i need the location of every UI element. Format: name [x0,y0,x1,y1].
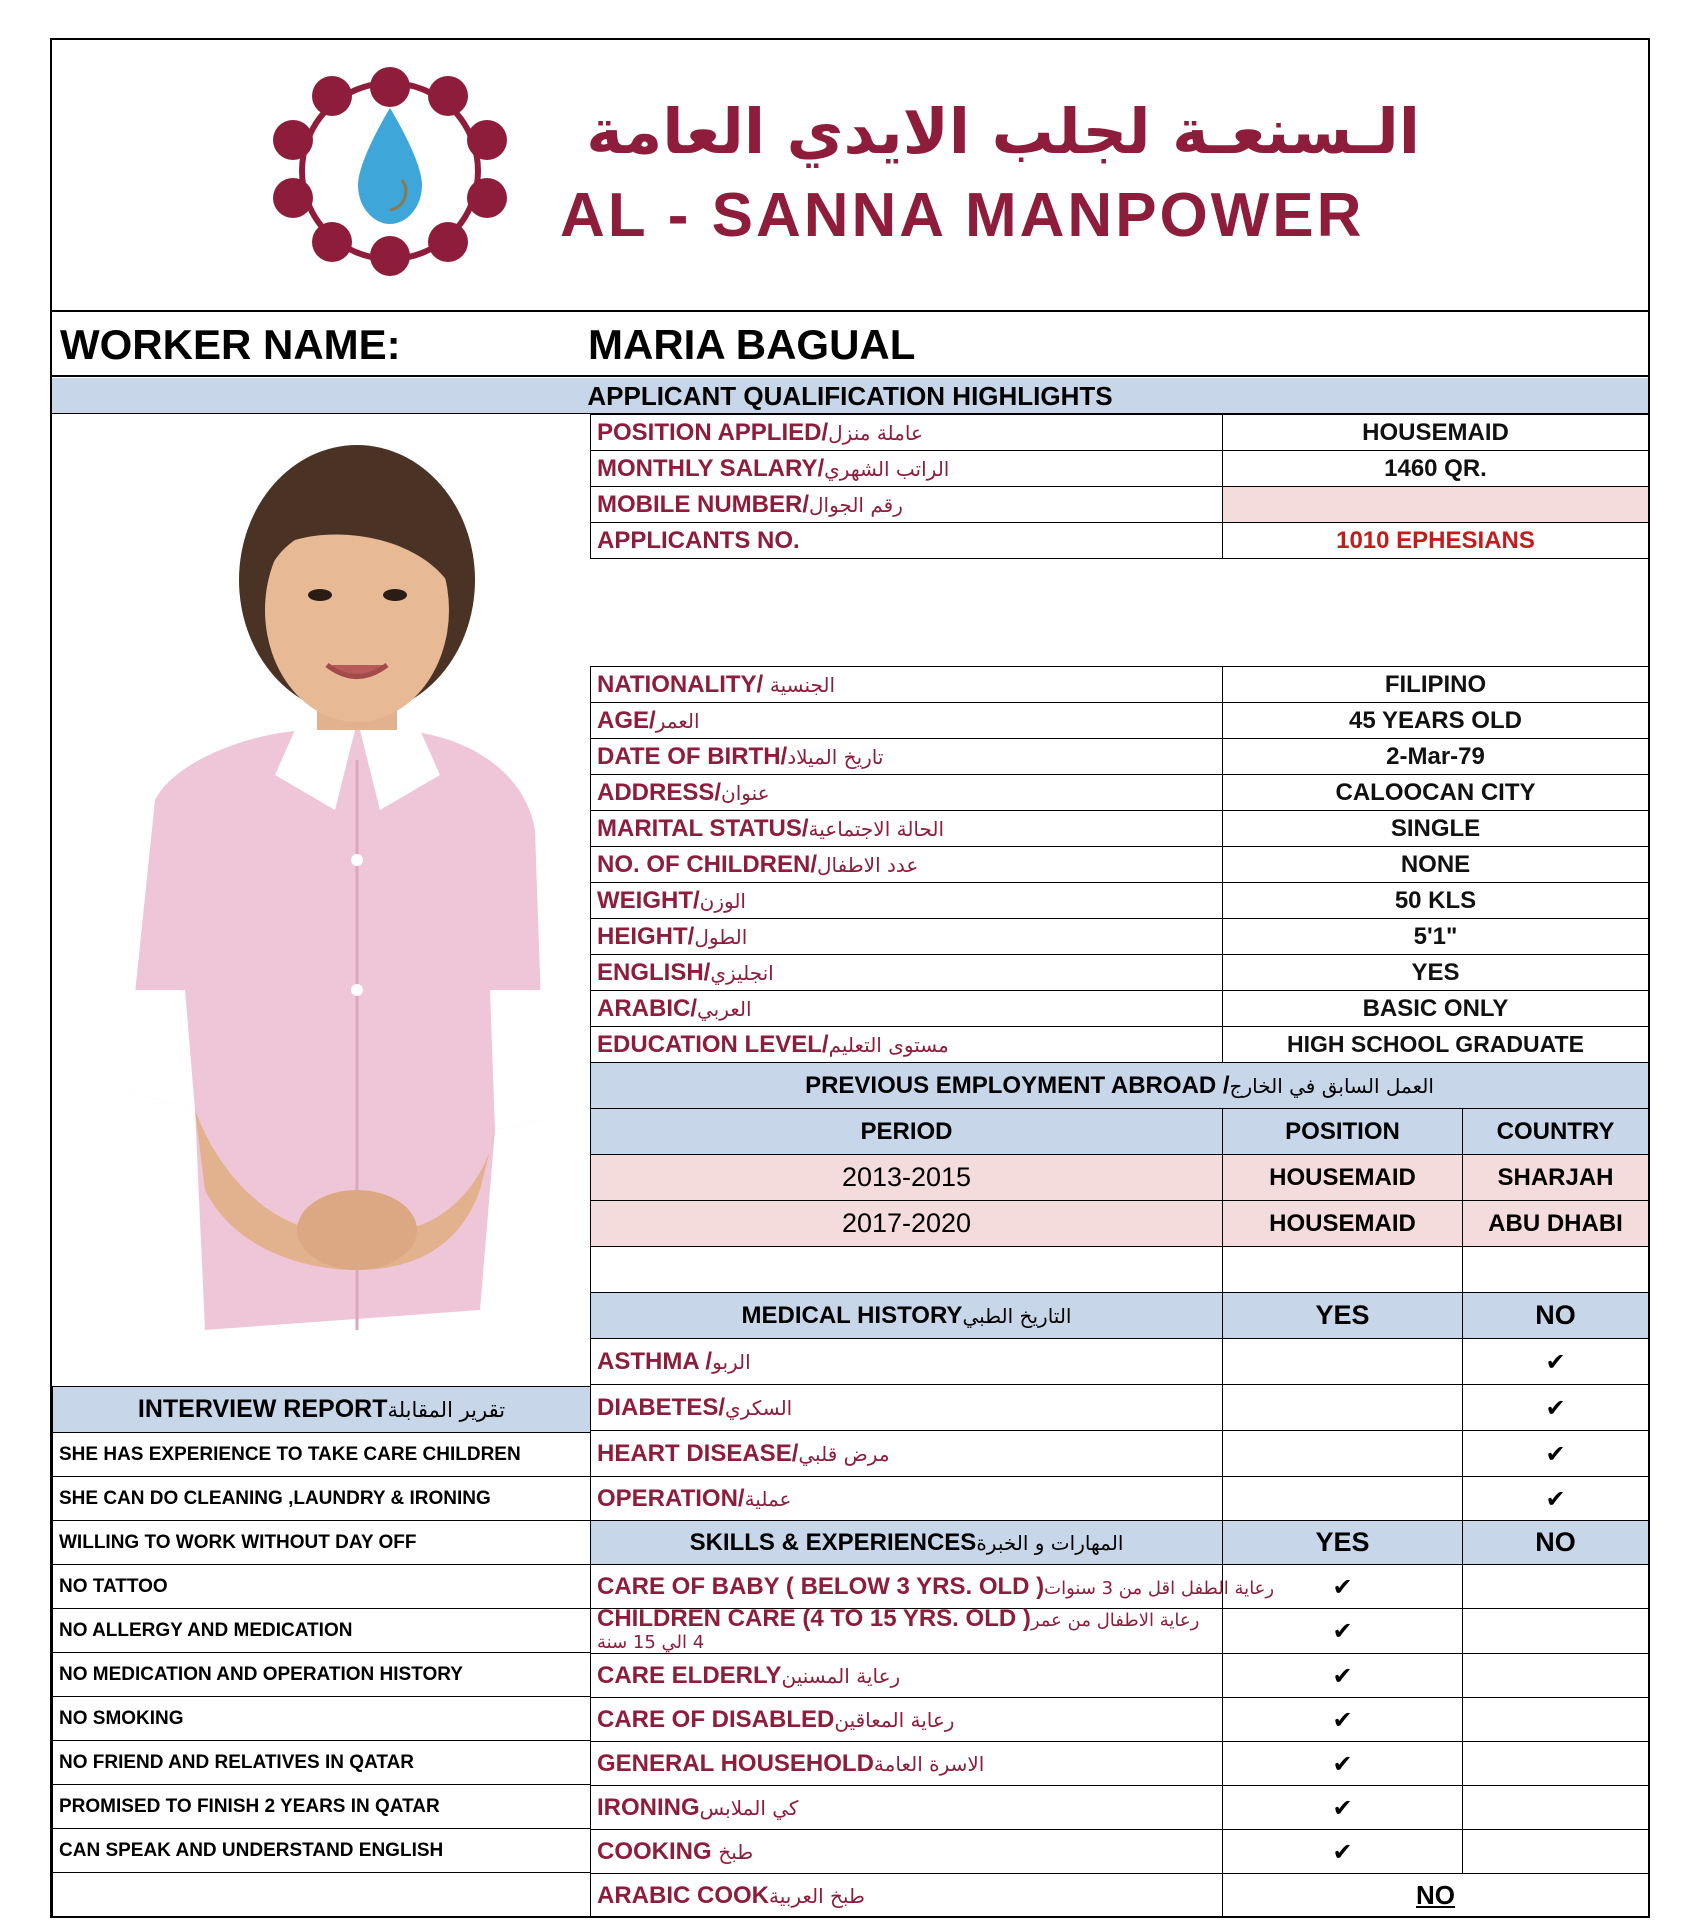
table-row [591,1431,1649,1477]
table-row [591,847,1649,883]
interview-item: NO ALLERGY AND MEDICATION [53,1609,591,1653]
skill-no [1463,1786,1649,1830]
operation-label: OPERATION/عملية [591,1477,1223,1521]
table-row [591,739,1649,775]
medical-header-row [591,1293,1649,1339]
list-item [53,1433,591,1477]
interview-item: PROMISED TO FINISH 2 YEARS IN QATAR [53,1785,591,1829]
list-item [53,1741,591,1785]
skill-label: GENERAL HOUSEHOLDالاسرة العامة [591,1742,1223,1786]
table-row [591,1201,1649,1247]
asthma-label: ASTHMA /الربو [591,1339,1223,1385]
date-of-birth-value: 2-Mar-79 [1223,739,1649,775]
skills-header-row [591,1521,1649,1565]
period-header: PERIOD [591,1109,1223,1155]
interview-item: NO MEDICATION AND OPERATION HISTORY [53,1653,591,1697]
check-icon: ✔ [1223,1742,1463,1786]
arabic-label: ARABIC/العربي [591,991,1223,1027]
table-row [591,1742,1649,1786]
table-row [591,703,1649,739]
medical-yes-header: YES [1223,1293,1463,1339]
education-label: EDUCATION LEVEL/مستوى التعليم [591,1027,1223,1063]
interview-item: NO SMOKING [53,1697,591,1741]
empty-cell [1463,1247,1649,1293]
skill-no [1463,1698,1649,1742]
marital-status-label: MARITAL STATUS/الحالة الاجتماعية [591,811,1223,847]
nationality-label: NATIONALITY/ الجنسية [591,667,1223,703]
height-label: HEIGHT/الطول [591,919,1223,955]
table-row [591,523,1649,559]
table-row [591,1609,1649,1654]
interview-item: SHE HAS EXPERIENCE TO TAKE CARE CHILDREN [53,1433,591,1477]
employment-position: HOUSEMAID [1223,1155,1463,1201]
interview-title: INTERVIEW REPORTتقرير المقابلة [53,1387,591,1433]
employment-period: 2017-2020 [591,1201,1223,1247]
employment-country: ABU DHABI [1463,1201,1649,1247]
employment-title-row [591,1063,1649,1109]
worker-name-value: MARIA BAGUAL [588,321,916,368]
height-value: 5'1" [1223,919,1649,955]
mobile-number-value [1223,487,1649,523]
personal-fields-table [590,666,1649,1063]
check-icon: ✔ [1463,1431,1649,1477]
table-row [591,415,1649,451]
education-value: HIGH SCHOOL GRADUATE [1223,1027,1649,1063]
list-item [53,1829,591,1873]
table-row [591,667,1649,703]
employment-period: 2013-2015 [591,1155,1223,1201]
table-row [591,1477,1649,1521]
weight-value: 50 KLS [1223,883,1649,919]
list-item [53,1785,591,1829]
check-icon: ✔ [1223,1565,1463,1609]
table-row [591,1247,1649,1293]
check-icon: ✔ [1463,1339,1649,1385]
table-row [591,1339,1649,1385]
table-row [591,775,1649,811]
applicant-photo [95,430,555,1355]
table-row [591,1027,1649,1063]
table-row [591,1698,1649,1742]
address-value: CALOOCAN CITY [1223,775,1649,811]
english-value: YES [1223,955,1649,991]
list-item [53,1521,591,1565]
operation-yes [1223,1477,1463,1521]
country-header: COUNTRY [1463,1109,1649,1155]
table-row [591,883,1649,919]
skill-no [1463,1654,1649,1698]
interview-item: SHE CAN DO CLEANING ,LAUNDRY & IRONING [53,1477,591,1521]
position-header: POSITION [1223,1109,1463,1155]
skill-label: CARE OF BABY ( BELOW 3 YRS. OLD )رعاية الطفل اقل من 3 سنوات [591,1565,1223,1609]
empty-cell [1223,1247,1463,1293]
empty-cell [53,1873,591,1917]
table-row [591,1155,1649,1201]
check-icon: ✔ [1223,1786,1463,1830]
company-logo-icon [240,30,540,280]
table-row [591,955,1649,991]
diabetes-yes [1223,1385,1463,1431]
interview-item: NO TATTOO [53,1565,591,1609]
marital-status-value: SINGLE [1223,811,1649,847]
top-fields-table [590,414,1649,559]
worker-name-label: WORKER NAME: [60,321,401,368]
skills-yes-header: YES [1223,1521,1463,1565]
highlights-title: APPLICANT QUALIFICATION HIGHLIGHTS [52,378,1648,414]
table-row [591,1874,1649,1918]
medical-no-header: NO [1463,1293,1649,1339]
table-row [591,1830,1649,1874]
skill-label: IRONINGكي الملابس [591,1786,1223,1830]
employment-position: HOUSEMAID [1223,1201,1463,1247]
interview-report-table [52,1386,591,1917]
skill-no [1463,1742,1649,1786]
check-icon: ✔ [1223,1609,1463,1654]
history-table [590,1062,1649,1918]
skill-no [1463,1609,1649,1654]
employment-header-row [591,1109,1649,1155]
check-icon: ✔ [1463,1385,1649,1431]
age-label: AGE/العمر [591,703,1223,739]
table-row [591,451,1649,487]
table-row [591,1654,1649,1698]
list-item [53,1565,591,1609]
interview-item: CAN SPEAK AND UNDERSTAND ENGLISH [53,1829,591,1873]
skills-title: SKILLS & EXPERIENCESالمهارات و الخبرة [591,1521,1223,1565]
check-icon: ✔ [1223,1698,1463,1742]
skill-label: CARE OF DISABLEDرعاية المعاقين [591,1698,1223,1742]
weight-label: WEIGHT/الوزن [591,883,1223,919]
diabetes-label: DIABETES/السكري [591,1385,1223,1431]
applicants-no-value: 1010 EPHESIANS [1223,523,1649,559]
table-row [591,919,1649,955]
check-icon: ✔ [1223,1654,1463,1698]
interview-item: WILLING TO WORK WITHOUT DAY OFF [53,1521,591,1565]
company-name-english: AL - SANNA MANPOWER [560,181,1365,250]
heart-disease-label: HEART DISEASE/مرض قلبي [591,1431,1223,1477]
address-label: ADDRESS/عنوان [591,775,1223,811]
nationality-value: FILIPINO [1223,667,1649,703]
list-item [53,1653,591,1697]
applicants-no-label: APPLICANTS NO. [591,523,1223,559]
check-icon: ✔ [1463,1477,1649,1521]
date-of-birth-label: DATE OF BIRTH/تاريخ الميلاد [591,739,1223,775]
arabic-cook-value: NO [1223,1874,1649,1918]
english-label: ENGLISH/انجليزي [591,955,1223,991]
skill-label: CHILDREN CARE (4 TO 15 YRS. OLD )رعاية الاطفال من عمر 4 الي 15 سنة [591,1609,1223,1654]
company-name-arabic: الـسنعـة لجلب الايدي العامة [586,95,1420,168]
heart-disease-yes [1223,1431,1463,1477]
children-value: NONE [1223,847,1649,883]
table-row [591,1786,1649,1830]
skill-no [1463,1830,1649,1874]
interview-header-row [53,1387,591,1433]
table-row [591,1385,1649,1431]
medical-title: MEDICAL HISTORYالتاريخ الطبي [591,1293,1223,1339]
mobile-number-label: MOBILE NUMBER/رقم الجوال [591,487,1223,523]
position-applied-value: HOUSEMAID [1223,415,1649,451]
check-icon: ✔ [1223,1830,1463,1874]
empty-cell [591,1247,1223,1293]
arabic-cook-label: ARABIC COOKطبخ العربية [591,1874,1223,1918]
employment-title: PREVIOUS EMPLOYMENT ABROAD /العمل السابق في الخارج [591,1063,1649,1109]
monthly-salary-value: 1460 QR. [1223,451,1649,487]
skills-no-header: NO [1463,1521,1649,1565]
list-item [53,1477,591,1521]
children-label: NO. OF CHILDREN/عدد الاطفال [591,847,1223,883]
skill-label: COOKING طبخ [591,1830,1223,1874]
asthma-yes [1223,1339,1463,1385]
table-row [591,811,1649,847]
list-item [53,1697,591,1741]
worker-name-row [52,313,1648,377]
skill-no [1463,1565,1649,1609]
monthly-salary-label: MONTHLY SALARY/الراتب الشهري [591,451,1223,487]
interview-item: NO FRIEND AND RELATIVES IN QATAR [53,1741,591,1785]
age-value: 45 YEARS OLD [1223,703,1649,739]
list-item [53,1873,591,1917]
employment-country: SHARJAH [1463,1155,1649,1201]
table-row [591,487,1649,523]
arabic-value: BASIC ONLY [1223,991,1649,1027]
skill-label: CARE ELDERLYرعاية المسنين [591,1654,1223,1698]
table-row [591,991,1649,1027]
position-applied-label: POSITION APPLIED/عاملة منزل [591,415,1223,451]
list-item [53,1609,591,1653]
table-row [591,1565,1649,1609]
